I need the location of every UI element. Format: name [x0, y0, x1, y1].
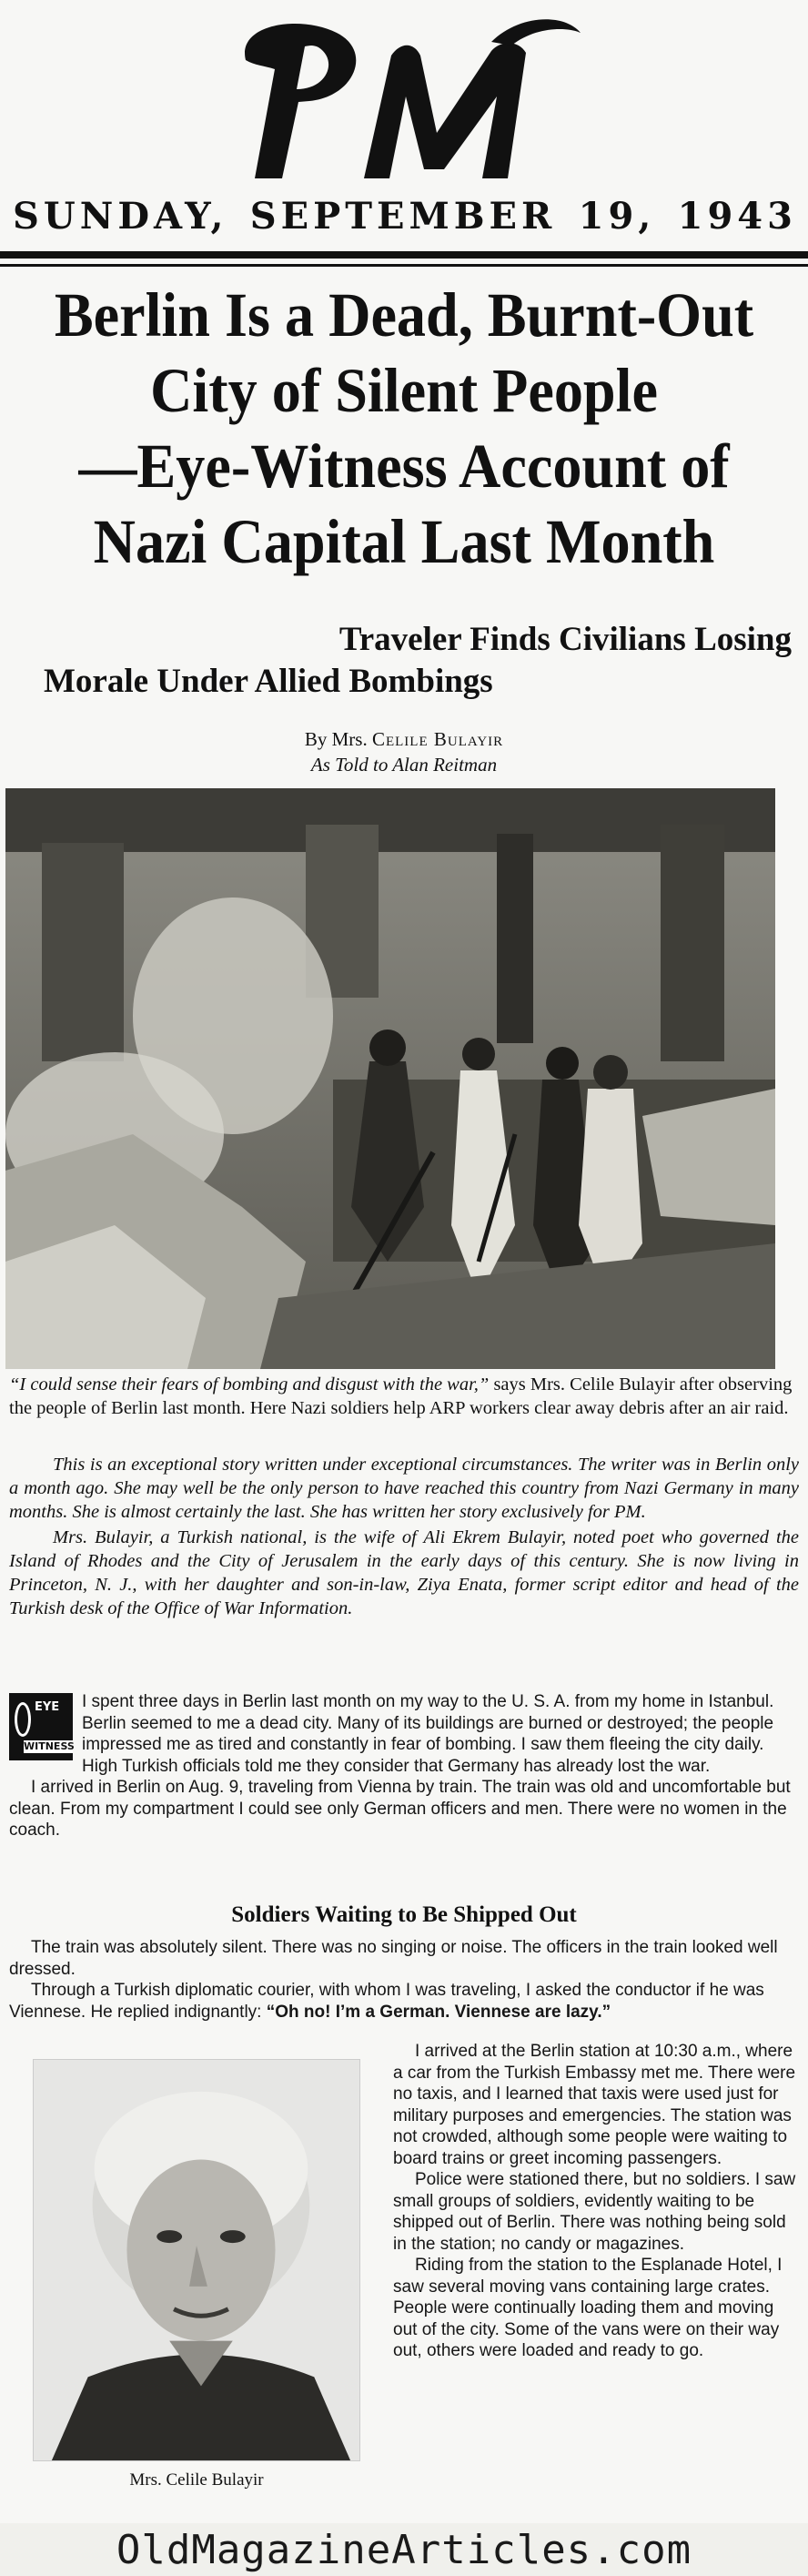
masthead-rule-thin [0, 264, 808, 267]
caption-text: says Mrs. Celile Bulayir after observing the people of Berlin last month. Here Nazi soldiers help ARP workers clear away debris after an air raid. [9, 1374, 793, 1418]
article-paragraph: I spent three days in Berlin last month on my way to the U. S. A. from my home in Istanbul. [82, 1692, 774, 1711]
berlin-debris-photo [5, 788, 775, 1369]
article-paragraph: Police were stationed there, but no soldiers. I saw small groups of soldiers, evidently waiting to be shipped out of Berlin. There was nothing being sold in the station; no candy or magazines. [393, 2170, 796, 2254]
headline-line: City of Silent People [150, 356, 658, 425]
article-right-column [393, 2041, 799, 2362]
article-opening [9, 1691, 799, 1841]
headline-line: —Eye-Witness Account of [78, 431, 730, 501]
subhead-line-2: Morale Under Allied Bombings [44, 663, 493, 700]
headline [35, 278, 773, 580]
eye-shape [15, 1702, 31, 1737]
editor-intro [9, 1453, 799, 1622]
p5-text: Through a Turkish diplomatic courier, with whom I was traveling, I asked the conductor if he was Viennese. He replied indignantly: [9, 1981, 764, 2022]
pm-logo [218, 5, 590, 188]
eye-icon-word: EYE [35, 1700, 60, 1714]
intro-paragraph: Mrs. Bulayir, a Turkish national, is the wife of Ali Ekrem Bulayir, noted poet who governed the Island of Rhodes and the City of Jerusalem in the early days of this century. She is now living in Princeton, N. J., with her daughter and son-in-law, Ziya Enata, former script editor and head of the Turkish desk of the Office of War Information. [9, 1527, 799, 1618]
masthead-rule [0, 251, 808, 259]
witness-icon-word: WITNESS [24, 1740, 75, 1752]
headline-line: Berlin Is a Dead, Burnt-Out [54, 280, 754, 350]
caption-quote: “I could sense their fears of bombing and disgust with the war,” [9, 1374, 490, 1394]
article-paragraph: Riding from the station to the Esplanade Hotel, I saw several moving vans containing large crates. People were continually loading them and moving out of the city. Some of the vans were on their way out, others were loaded and ready to go. [393, 2256, 783, 2360]
intro-paragraph: This is an exceptional story written under exceptional circumstances. The writer was in Berlin only a month ago. She may well be the only person to have reached this country from Nazi Germany in many months. She is almost certainly the last. She has written her story exclusively for PM. [9, 1455, 799, 1522]
article-paragraph: The train was absolutely silent. There was no singing or noise. The officers in the train looked well dressed. [9, 1938, 778, 1979]
conductor-quote: “Oh no! I’m a German. Viennese are lazy.” [266, 2002, 611, 2022]
subheadline [18, 619, 792, 703]
date-word: SEPTEMBER [249, 195, 557, 238]
article-paragraph: I arrived in Berlin on Aug. 9, traveling from Vienna by train. The train was old and uncomfortable but clean. From my compartment I could see only German officers and men. There were no women in the coach. [9, 1778, 791, 1840]
footer-watermark [0, 2523, 808, 2576]
byline-prefix: By Mrs. [304, 728, 368, 750]
portrait-photo [33, 2059, 360, 2461]
eye-witness-icon [9, 1693, 73, 1760]
photo-caption [9, 1373, 799, 1420]
byline-told-to: As Told to Alan Reitman [310, 754, 498, 776]
subhead-line-1: Traveler Finds Civilians Losing [338, 621, 792, 658]
date-word: 1943 [677, 195, 797, 238]
article-paragraph: Berlin seemed to me a dead city. Many of its buildings are burned or destroyed; the people impressed me as tired and constantly in fear of bombing. I saw them fleeing the city daily. High Turkish officials told me they consider that Germany has already lost the war. [82, 1713, 774, 1776]
section-heading: Soldiers Waiting to Be Shipped Out [231, 1902, 577, 1927]
date-word: 19, [578, 195, 656, 238]
byline-author: Celile Bulayir [371, 728, 504, 750]
article-paragraph: I arrived at the Berlin station at 10:30 a.m., where a car from the Turkish Embassy met me. There were no taxis, and I learned that taxis were used just for military purposes and emergencies. The station was not crowded, although some people were waiting to board trains or greet incoming passengers. [393, 2042, 796, 2168]
article-paragraph [9, 1980, 799, 2023]
byline [0, 726, 808, 777]
site-name[interactable]: OldMagazineArticles.com [116, 2527, 692, 2573]
date-word: SUNDAY, [13, 195, 228, 238]
portrait-caption: Mrs. Celile Bulayir [129, 2470, 264, 2490]
article-continued [9, 1937, 799, 2023]
headline-line: Nazi Capital Last Month [93, 507, 715, 576]
masthead [0, 0, 808, 191]
dateline [13, 195, 797, 238]
